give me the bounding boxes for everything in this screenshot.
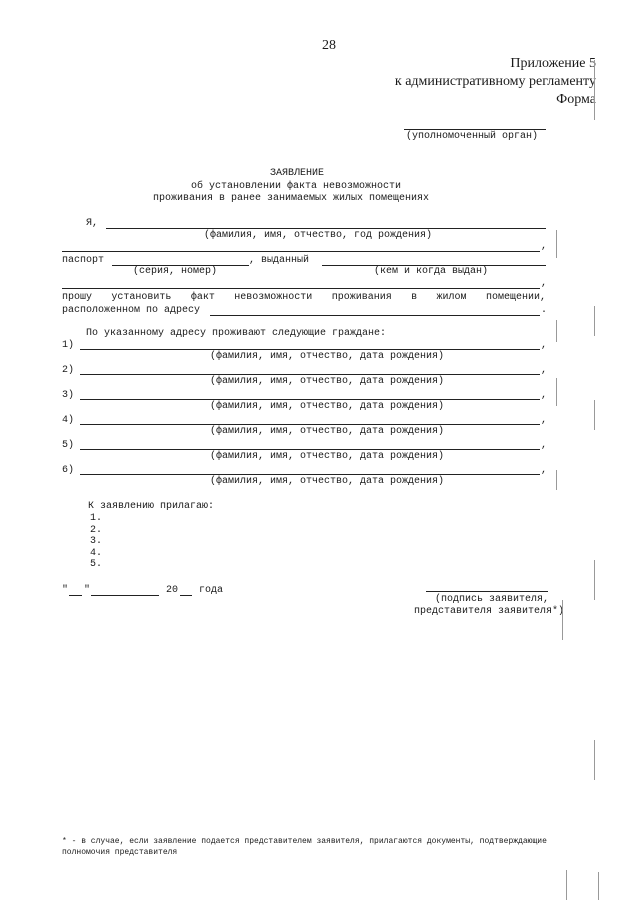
date-year-suffix: года: [199, 585, 224, 596]
document-title: ЗАЯВЛЕНИЕ: [270, 168, 325, 179]
scan-artifact: [556, 320, 557, 342]
period: .: [541, 305, 548, 316]
authority-caption: (уполномоченный орган): [406, 131, 539, 142]
page-number: 28: [322, 38, 336, 53]
attachment-item: 1.: [90, 513, 103, 524]
scan-artifact: [594, 740, 595, 780]
request-word: в: [411, 292, 418, 303]
passport-issued-field-2[interactable]: [62, 288, 540, 289]
appendix-form: Форма: [556, 92, 596, 107]
date-year-prefix: 20: [166, 585, 179, 596]
request-word: невозможности: [234, 292, 313, 303]
document-subtitle-1: об установлении факта невозможности: [191, 181, 402, 192]
request-word: факт: [190, 292, 215, 303]
request-line-2: расположенном по адресу: [62, 305, 201, 316]
resident-number: 2): [62, 365, 75, 376]
appendix-title: Приложение 5: [510, 56, 596, 71]
attachment-item: 5.: [90, 559, 103, 570]
comma: ,: [541, 340, 548, 351]
request-word: прошу: [62, 292, 93, 303]
resident-caption: (фамилия, имя, отчество, дата рождения): [210, 351, 445, 362]
comma: ,: [541, 440, 548, 451]
comma: ,: [541, 365, 548, 376]
request-word: помещении,: [485, 292, 546, 303]
attachment-item: 4.: [90, 547, 103, 559]
passport-series-caption: (серия, номер): [133, 266, 218, 277]
comma: ,: [541, 278, 548, 289]
resident-field[interactable]: [80, 349, 540, 350]
request-line-1: [62, 292, 546, 303]
date-day-field[interactable]: [69, 595, 82, 596]
signature-field[interactable]: [426, 591, 548, 592]
scan-artifact: [594, 60, 595, 120]
scan-artifact: [594, 560, 595, 600]
resident-field[interactable]: [80, 374, 540, 375]
resident-field[interactable]: [80, 474, 540, 475]
date-quote-close: ": [84, 585, 91, 596]
resident-number: 4): [62, 415, 75, 426]
resident-number: 3): [62, 390, 75, 401]
resident-field[interactable]: [80, 399, 540, 400]
scan-artifact: [556, 378, 557, 406]
signature-caption-2: представителя заявителя*): [414, 606, 565, 617]
scan-artifact: [598, 872, 599, 900]
date-quote-open: ": [62, 585, 69, 596]
applicant-prefix: Я,: [86, 218, 99, 229]
comma: ,: [541, 241, 548, 252]
passport-issued-label: , выданный: [249, 255, 310, 266]
request-word: проживания: [331, 292, 392, 303]
authority-line: [404, 129, 546, 130]
date-year-field[interactable]: [180, 595, 192, 596]
applicant-field[interactable]: [106, 228, 546, 229]
address-field[interactable]: [210, 315, 540, 316]
passport-label: паспорт: [62, 255, 105, 266]
residents-intro: По указанному адресу проживают следующие граждане:: [86, 328, 387, 339]
resident-number: 6): [62, 465, 75, 476]
scan-artifact: [556, 230, 557, 258]
date-month-field[interactable]: [91, 595, 159, 596]
comma: ,: [541, 415, 548, 426]
comma: ,: [541, 465, 548, 476]
resident-number: 5): [62, 440, 75, 451]
document-subtitle-2: проживания в ранее занимаемых жилых помещениях: [153, 193, 430, 204]
resident-caption: (фамилия, имя, отчество, дата рождения): [210, 401, 445, 412]
attachments-intro: К заявлению прилагаю:: [88, 501, 215, 512]
comma: ,: [541, 390, 548, 401]
resident-caption: (фамилия, имя, отчество, дата рождения): [210, 426, 445, 437]
request-word: установить: [111, 292, 172, 303]
resident-number: 1): [62, 340, 75, 351]
request-word: жилом: [436, 292, 467, 303]
scan-artifact: [594, 400, 595, 430]
scan-artifact: [562, 600, 563, 640]
resident-field[interactable]: [80, 449, 540, 450]
scan-artifact: [556, 470, 557, 490]
resident-caption: (фамилия, имя, отчество, дата рождения): [210, 476, 445, 487]
resident-caption: (фамилия, имя, отчество, дата рождения): [210, 451, 445, 462]
scan-artifact: [566, 870, 567, 900]
applicant-field-2[interactable]: [62, 251, 540, 252]
scan-artifact: [594, 306, 595, 336]
attachment-item: 3.: [90, 536, 103, 547]
resident-caption: (фамилия, имя, отчество, дата рождения): [210, 376, 445, 387]
appendix-regulation: к административному регламенту: [394, 74, 596, 89]
attachment-item: 2.: [90, 524, 103, 536]
applicant-caption: (фамилия, имя, отчество, год рождения): [204, 230, 433, 241]
signature-caption-1: (подпись заявителя,: [435, 594, 550, 605]
footnote-line-2: полномочия представителя: [62, 848, 178, 857]
resident-field[interactable]: [80, 424, 540, 425]
footnote-line-1: * - в случае, если заявление подается представителем заявителя, прилагаются документы, подтверждающие: [62, 837, 547, 846]
passport-issued-caption: (кем и когда выдан): [374, 266, 489, 277]
